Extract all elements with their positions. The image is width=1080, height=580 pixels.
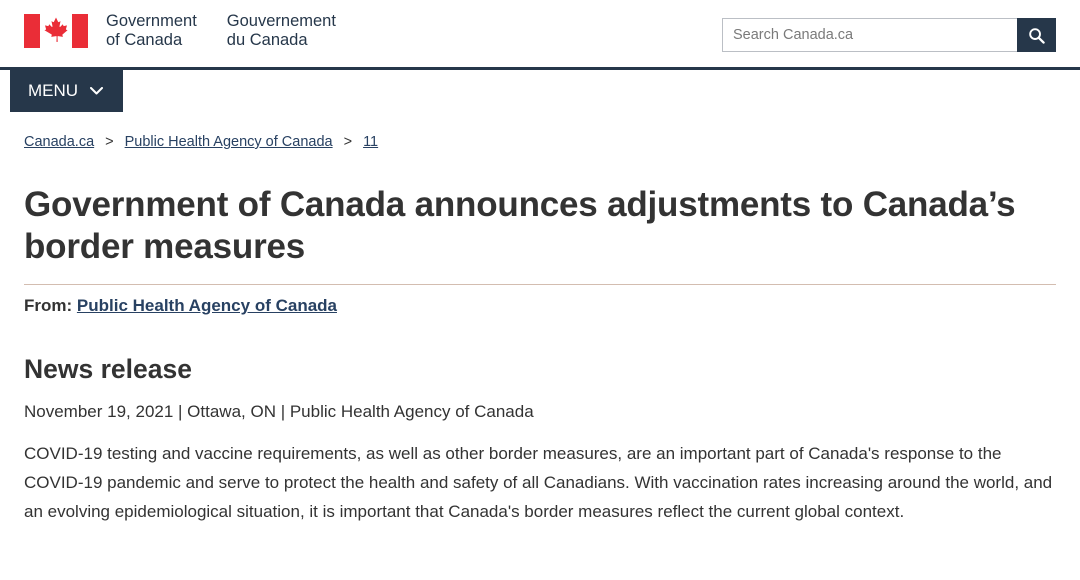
title-divider <box>24 284 1056 285</box>
section-title: News release <box>24 354 192 384</box>
brand <box>24 12 336 50</box>
chevron-down-icon <box>90 85 103 97</box>
flag-right-bar <box>72 14 88 48</box>
wordmark-french <box>227 12 336 50</box>
wordmark-en-line2: of Canada <box>106 31 183 49</box>
government-wordmark <box>106 12 336 50</box>
breadcrumb-item-public-health-agency[interactable]: Public Health Agency of Canada <box>124 134 333 150</box>
search-button[interactable] <box>1017 18 1056 52</box>
breadcrumb-item-canada-ca[interactable]: Canada.ca <box>24 134 95 150</box>
menu-bar <box>0 70 1080 112</box>
search-icon <box>1028 27 1045 44</box>
search-input[interactable] <box>722 18 1017 52</box>
wordmark-english <box>106 12 197 50</box>
page-title: Government of Canada announces adjustments to Canada’s border measures <box>24 185 1016 266</box>
maple-leaf-icon <box>42 14 70 48</box>
wordmark-en-line1: Government <box>106 12 197 30</box>
from-line <box>24 296 1056 316</box>
body-paragraph: COVID-19 testing and vaccine requirements, as well as other border measures, are an important part of Canada's response to the COVID-19 pandemic and serve to protect the health and safety of all Canadians. With vaccination rates increasing around the world, and an evolving epidemiological situation, it is important that Canada's border measures reflect the current global context. <box>24 444 1053 521</box>
wordmark-fr-line1: Gouvernement <box>226 12 336 30</box>
flag-left-bar <box>24 14 40 48</box>
site-header <box>0 0 1080 70</box>
breadcrumb <box>24 134 1080 150</box>
menu-button-label: MENU <box>28 81 79 100</box>
menu-button[interactable] <box>10 70 123 112</box>
dateline: November 19, 2021 | Ottawa, ON | Public Health Agency of Canada <box>24 402 534 421</box>
site-search <box>722 18 1056 52</box>
breadcrumb-separator: > <box>105 134 114 150</box>
breadcrumb-item-11[interactable]: 11 <box>363 134 379 150</box>
from-link-public-health-agency[interactable]: Public Health Agency of Canada <box>76 296 337 315</box>
wordmark-fr-line2: du Canada <box>226 31 308 49</box>
main-content <box>0 184 1080 526</box>
canada-flag-icon <box>24 14 88 48</box>
breadcrumb-separator-2: > <box>343 134 353 150</box>
from-label: From: <box>24 296 73 315</box>
